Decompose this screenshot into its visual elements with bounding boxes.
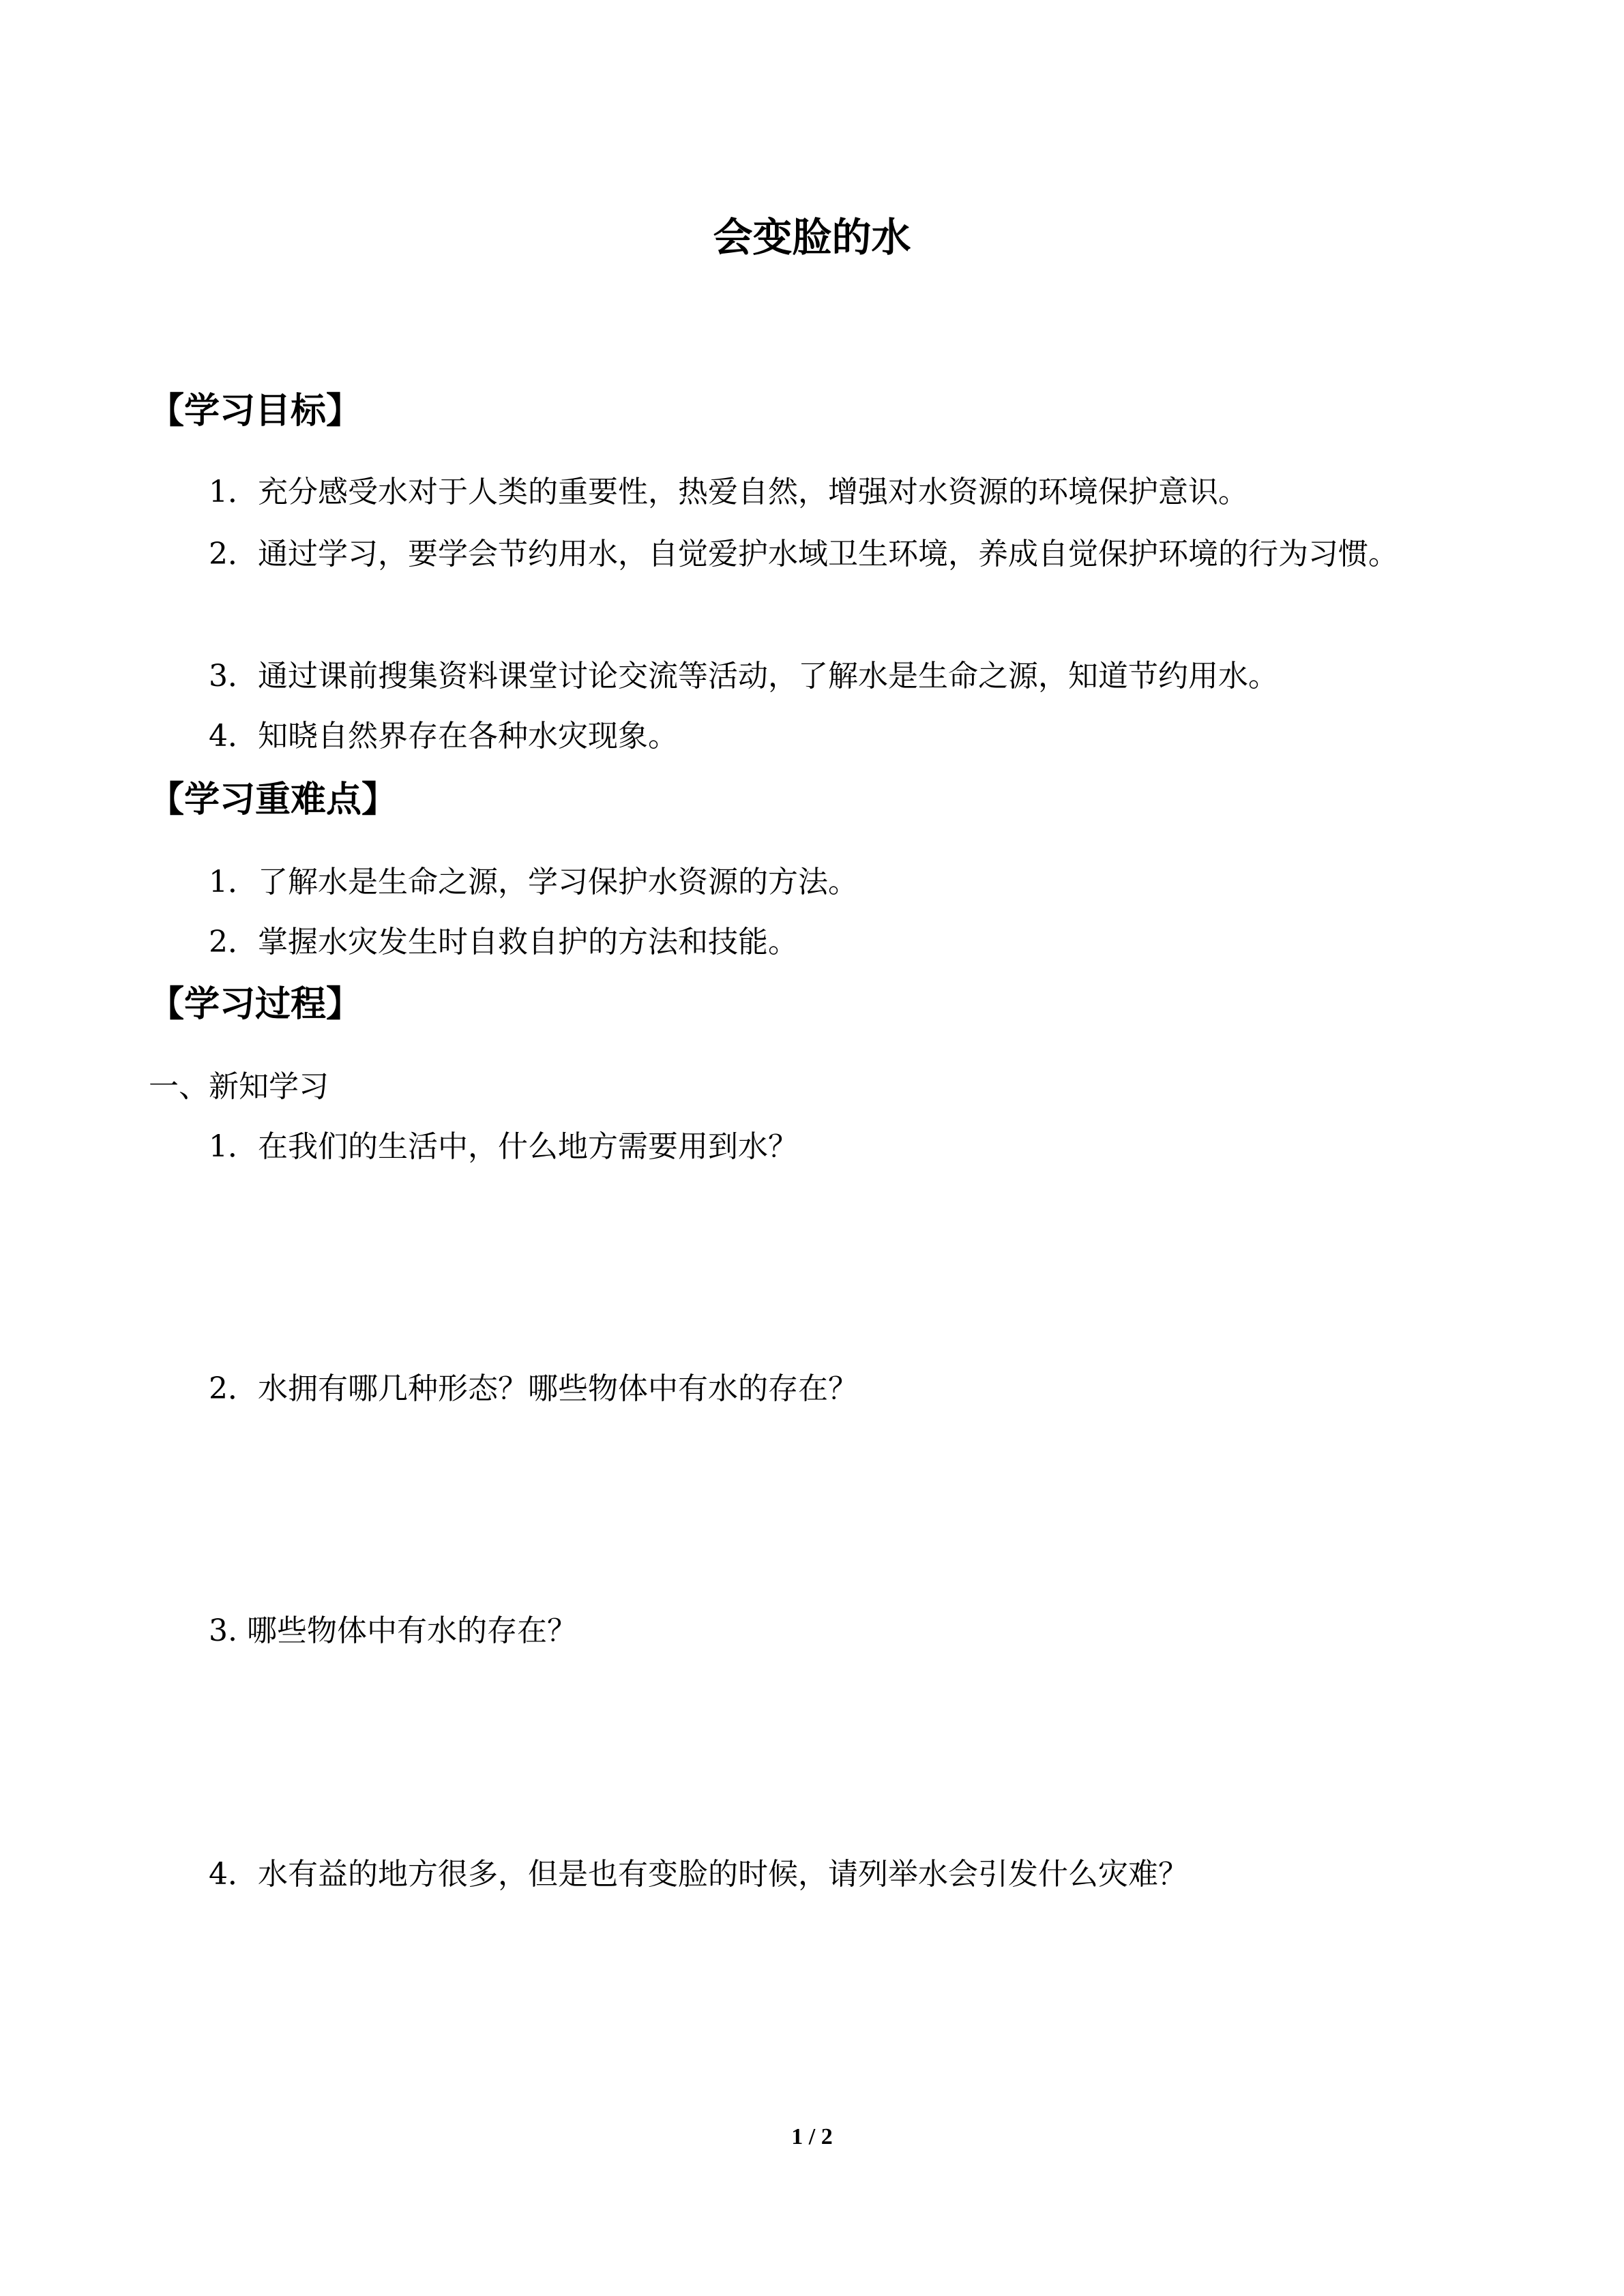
page-number: 1 / 2 bbox=[791, 2124, 833, 2149]
question-item-1: 1．在我们的生活中，什么地方需要用到水？ bbox=[209, 1129, 798, 1164]
key-point-item-1: 1．了解水是生命之源，学习保护水资源的方法。 bbox=[209, 865, 858, 899]
question-item-3: 3. 哪些物体中有水的存在？ bbox=[209, 1613, 577, 1648]
document-title: 会变脸的水 bbox=[713, 214, 911, 260]
question-item-4: 4．水有益的地方很多，但是也有变脸的时候，请列举水会引发什么灾难？ bbox=[209, 1857, 1188, 1892]
objective-item-1: 1．充分感受水对于人类的重要性，热爱自然，增强对水资源的环境保护意识。 bbox=[209, 475, 1248, 509]
key-point-item-2: 2．掌握水灾发生时自救自护的方法和技能。 bbox=[209, 925, 798, 959]
objective-item-3: 3．通过课前搜集资料课堂讨论交流等活动，了解水是生命之源，知道节约用水。 bbox=[209, 659, 1278, 694]
key-points-heading: 【学习重难点】 bbox=[149, 779, 398, 820]
objectives-heading: 【学习目标】 bbox=[149, 391, 362, 432]
objective-item-2: 2．通过学习，要学会节约用水，自觉爱护水域卫生环境，养成自觉保护环境的行为习惯。 bbox=[209, 537, 1398, 571]
process-subheading: 一、新知学习 bbox=[149, 1069, 329, 1104]
question-item-2: 2．水拥有哪几种形态？哪些物体中有水的存在？ bbox=[209, 1371, 858, 1406]
objective-item-4: 4．知晓自然界存在各种水灾现象。 bbox=[209, 719, 678, 754]
process-heading: 【学习过程】 bbox=[149, 984, 362, 1025]
